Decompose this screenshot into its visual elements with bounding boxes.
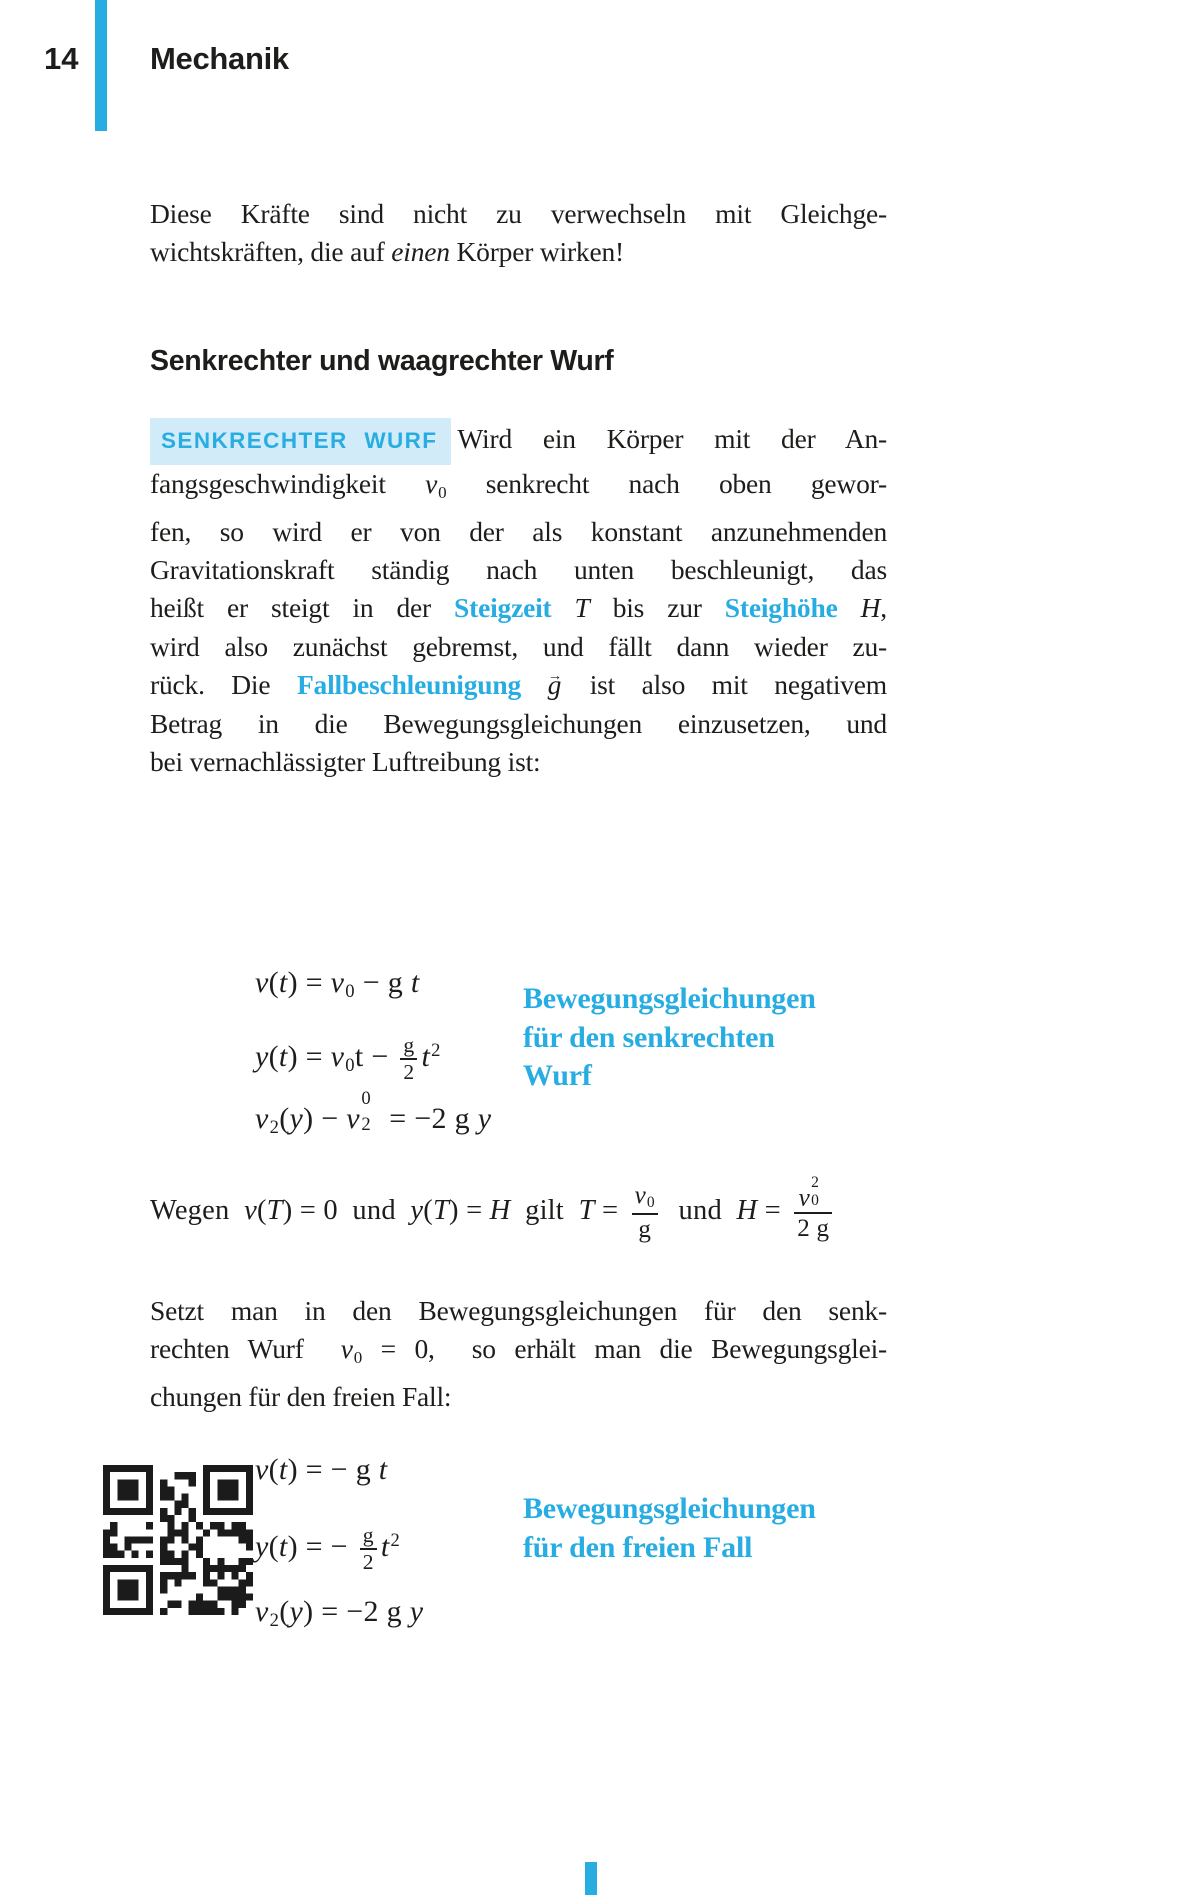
- text-line: fangsgeschwindigkeit $v_0$ senkrecht nach oben gewor-: [150, 468, 888, 503]
- margin-note-line: Bewegungsgleichungen: [523, 1492, 816, 1525]
- equation-line: v(t) = − g t: [255, 1453, 388, 1486]
- equation-line: $v_2(y) = -2$ g y: [255, 1595, 424, 1632]
- vertical-throw-equations: [255, 949, 491, 1153]
- margin-note-line: Bewegungsgleichungen: [523, 982, 816, 1015]
- accent-bar: [95, 0, 107, 131]
- text-line: Gravitationskraft ständig nach unten beschleunigt, das: [150, 553, 887, 585]
- vertical-throw-paragraph: [150, 418, 887, 781]
- text-run: Wird ein Körper mit der An-: [457, 423, 887, 454]
- margin-note-line: für den freien Fall: [523, 1530, 753, 1564]
- margin-note-vertical-throw: [523, 980, 816, 1096]
- text-line: wird also zunächst gebremst, und fällt dann wieder zu-: [150, 630, 887, 662]
- free-fall-equations: [255, 1434, 423, 1647]
- equation-line: y(t) = − $\frac{g}{2}$ $t^2$: [255, 1523, 401, 1575]
- text-line: Betrag in die Bewegungsgleichungen einzusetzen, und: [150, 707, 887, 739]
- bottom-accent-tick: [585, 1862, 597, 1895]
- intro-paragraph: [150, 195, 887, 272]
- text-line: Setzt man in den Bewegungsgleichungen für den senk-: [150, 1295, 887, 1326]
- qr-code: [103, 1465, 253, 1615]
- margin-note-free-fall: [523, 1490, 816, 1567]
- free-fall-paragraph: [150, 1292, 887, 1416]
- page-number: 14: [44, 41, 79, 76]
- equation-line: $v(t) = v_0 - g$ t: [255, 966, 420, 1003]
- text-line: bei vernachlässigter Luftreibung ist:: [150, 746, 541, 778]
- text-line: [150, 418, 887, 465]
- keyword-badge: SENKRECHTER WURF: [150, 418, 451, 465]
- text-line: rück. Die Fallbeschleunigung g → ist also mit negativem: [150, 666, 887, 704]
- text-line: wichtskräften, die auf einen Körper wirken!: [150, 236, 624, 268]
- margin-note-line: Wurf: [523, 1059, 592, 1092]
- text-line: chungen für den freien Fall:: [150, 1380, 452, 1412]
- text-line: rechten Wurf $v_0 = 0$, so erhält man die Bewegungsglei-: [150, 1333, 887, 1368]
- equation-line: $v_2(y) - v$ 2 0 = −2 g y: [255, 1088, 492, 1139]
- equation-line: $y(t) = v_0t$ − $\frac{g}{2}$ $t^2$: [255, 1033, 441, 1085]
- text-line: Diese Kräfte sind nicht zu verwechseln mit Gleichge-: [150, 198, 887, 229]
- text-line: fen, so wird er von der als konstant anzunehmenden: [150, 515, 887, 547]
- text-line: heißt er steigt in der Steigzeit T bis zur Steighöhe H,: [150, 592, 887, 624]
- chapter-title: Mechanik: [150, 41, 289, 76]
- margin-note-line: für den senkrechten: [523, 1020, 775, 1054]
- relation-line: Wegen v(T) = 0 und y(T) = H gilt T = $\frac{v_0}{g}$ und H = v 2 0 2 g: [150, 1178, 1080, 1244]
- section-heading: Senkrechter und waagrechter Wurf: [150, 345, 614, 377]
